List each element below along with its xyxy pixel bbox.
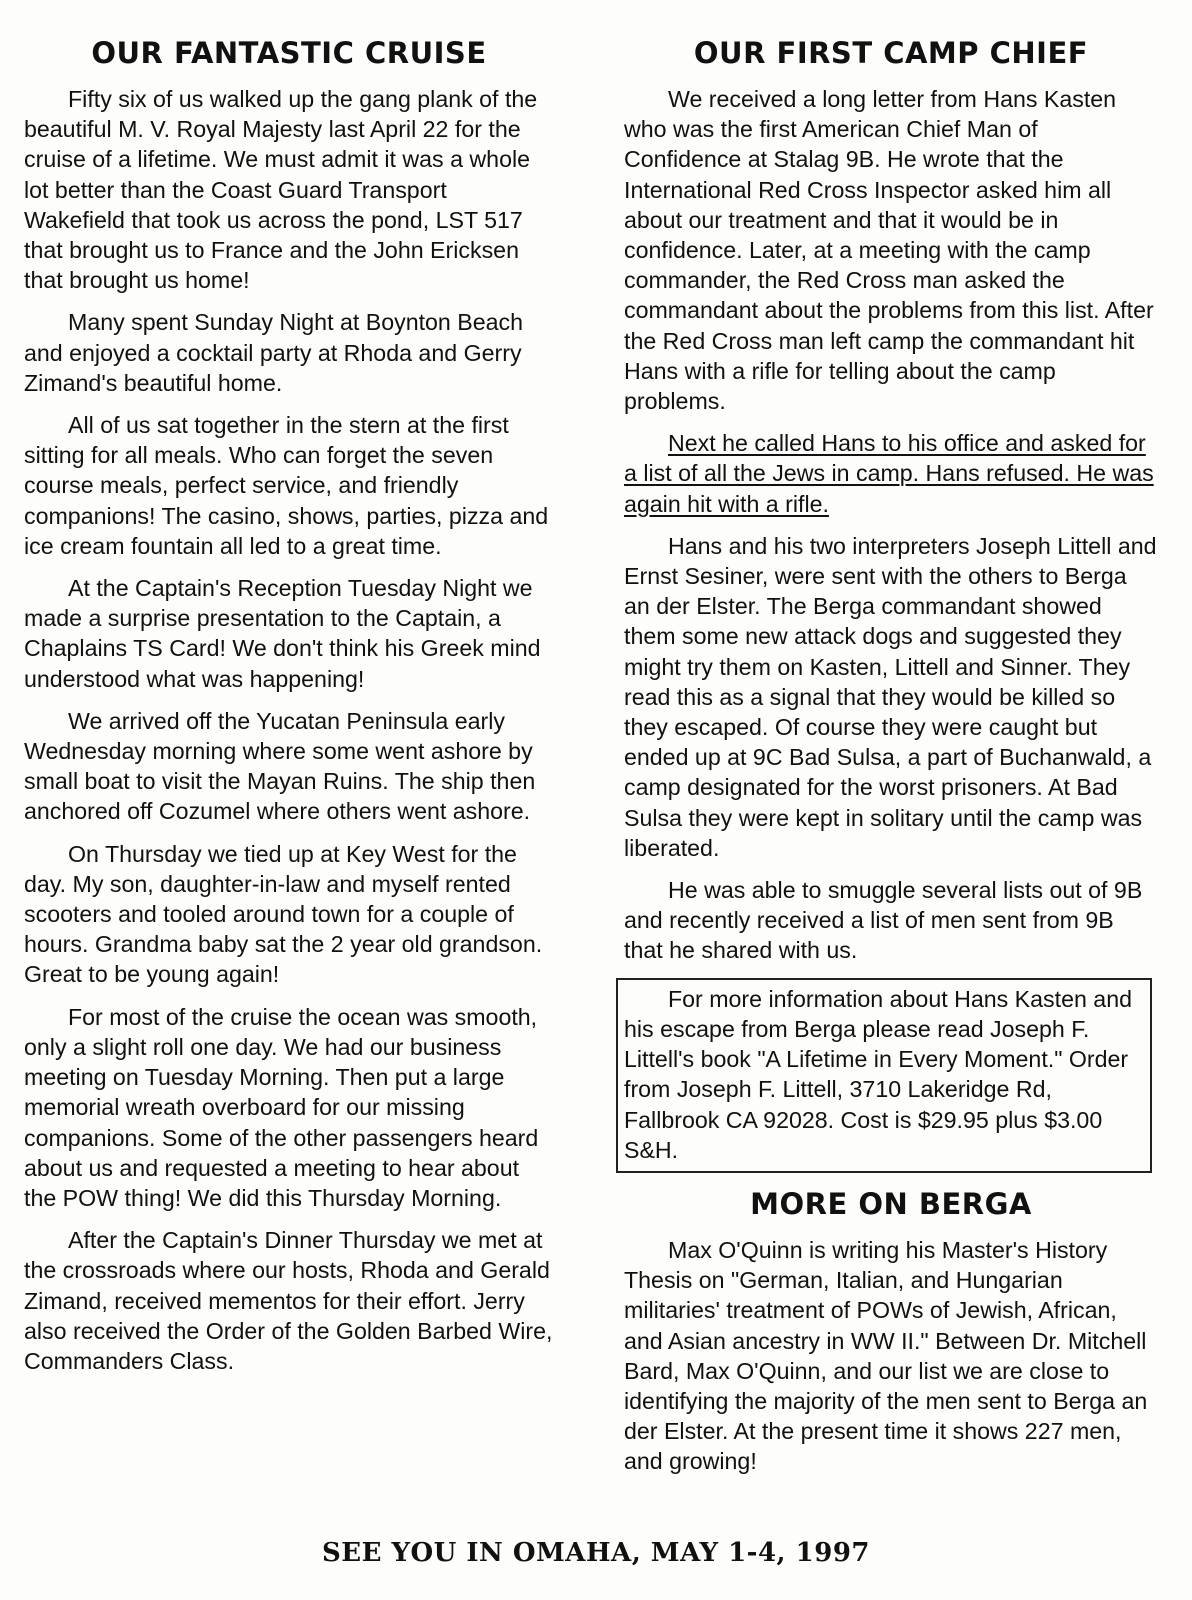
book-info-box bbox=[616, 978, 1152, 1173]
camp-chief-paragraph: He was able to smuggle several lists out of 9B and recently received a list of men sent from 9B that he shared with us. bbox=[624, 877, 1143, 964]
left-column bbox=[24, 32, 554, 1388]
right-column bbox=[624, 32, 1158, 1489]
camp-chief-paragraph: We received a long letter from Hans Kasten who was the first American Chief Man of Confidence at Stalag 9B. He wrote that the International Red Cross Inspector asked him all about our treatment and that it would be in confidence. Later, at a meeting with the camp commander, the Red Cross man asked the commandant about the problems from this list. After the Red Cross man left camp the commandant hit Hans with a rifle for telling about the camp problems. bbox=[624, 86, 1154, 415]
cruise-headline: OUR FANTASTIC CRUISE bbox=[91, 36, 487, 70]
underlined-passage bbox=[624, 428, 1158, 519]
camp-chief-paragraph: Hans and his two interpreters Joseph Littell and Ernst Sesiner, were sent with the others to Berga an der Elster. The Berga commandant showed them some new attack dogs and suggested they might try them on Kasten, Littell and Sinner. They read this as a signal that they would be killed so they escaped. Of course they were caught but ended up at 9C Bad Sulsa, a part of Buchanwald, a camp designated for the worst prisoners. At Bad Sulsa they were kept in solitary until the camp was liberated. bbox=[624, 532, 1157, 861]
book-info-text: For more information about Hans Kasten and his escape from Berga please read Joseph F. Littell's book "A Lifetime in Every Moment." Order from Joseph F. Littell, 3710 Lakeridge Rd, Fallbrook CA 92028. Cost is $29.95 plus $3.00 S&H. bbox=[624, 985, 1132, 1163]
cruise-paragraph: We arrived off the Yucatan Peninsula early Wednesday morning where some went ashore by small boat to visit the Mayan Ruins. The ship then anchored off Cozumel where others went ashore. bbox=[24, 707, 536, 825]
camp-chief-headline: OUR FIRST CAMP CHIEF bbox=[693, 36, 1089, 70]
footer-banner: SEE YOU IN OMAHA, MAY 1-4, 1997 bbox=[321, 1538, 871, 1568]
cruise-paragraph: Many spent Sunday Night at Boynton Beach and enjoyed a cocktail party at Rhoda and Gerry Zimand's beautiful home. bbox=[24, 309, 524, 396]
cruise-paragraph: Fifty six of us walked up the gang plank of the beautiful M. V. Royal Majesty last April 22 for the cruise of a lifetime. We must admit it was a whole lot better than the Coast Guard Transport Wakefield that took us across the pond, LST 517 that brought us to France and the John Ericksen that brought us home! bbox=[24, 86, 538, 294]
cruise-paragraph: On Thursday we tied up at Key West for the day. My son, daughter-in-law and myself rented scooters and tooled around town for a couple of hours. Grandma baby sat the 2 year old grandson. Great to be young again! bbox=[24, 840, 543, 988]
berga-headline: MORE ON BERGA bbox=[750, 1186, 1032, 1221]
cruise-paragraph: At the Captain's Reception Tuesday Night we made a surprise presentation to the Captain, a Chaplains TS Card! We don't think his Greek mind understood what was happening! bbox=[24, 575, 541, 692]
cruise-paragraph: For most of the cruise the ocean was smooth, only a slight roll one day. We had our business meeting on Tuesday Morning. Then put a large memorial wreath overboard for our missing companions. Some of the other passengers heard about us and requested a meeting to hear about the POW thing! We did this Thursday Morning. bbox=[24, 1003, 539, 1211]
cruise-paragraph: All of us sat together in the stern at the first sitting for all meals. Who can forget the seven course meals, perfect service, and friendly companions! The casino, shows, parties, pizza and ice cream fountain all led to a great time. bbox=[24, 412, 549, 559]
cruise-paragraph: After the Captain's Dinner Thursday we met at the crossroads where our hosts, Rhoda and Gerald Zimand, received mementos for their effort. Jerry also received the Order of the Golden Barbed Wire, Commanders Class. bbox=[24, 1227, 553, 1374]
berga-paragraph: Max O'Quinn is writing his Master's History Thesis on "German, Italian, and Hungarian militaries' treatment of POWs of Jewish, African, and Asian ancestry in WW II." Between Dr. Mitchell Bard, Max O'Quinn, and our list we are close to identifying the majority of the men sent to Berga an der Elster. At the present time it shows 227 men, and growing! bbox=[624, 1236, 1148, 1475]
camp-chief-paragraph: Next he called Hans to his office and asked for a list of all the Jews in camp. Hans refused. He was again hit with a rifle. bbox=[624, 430, 1154, 517]
